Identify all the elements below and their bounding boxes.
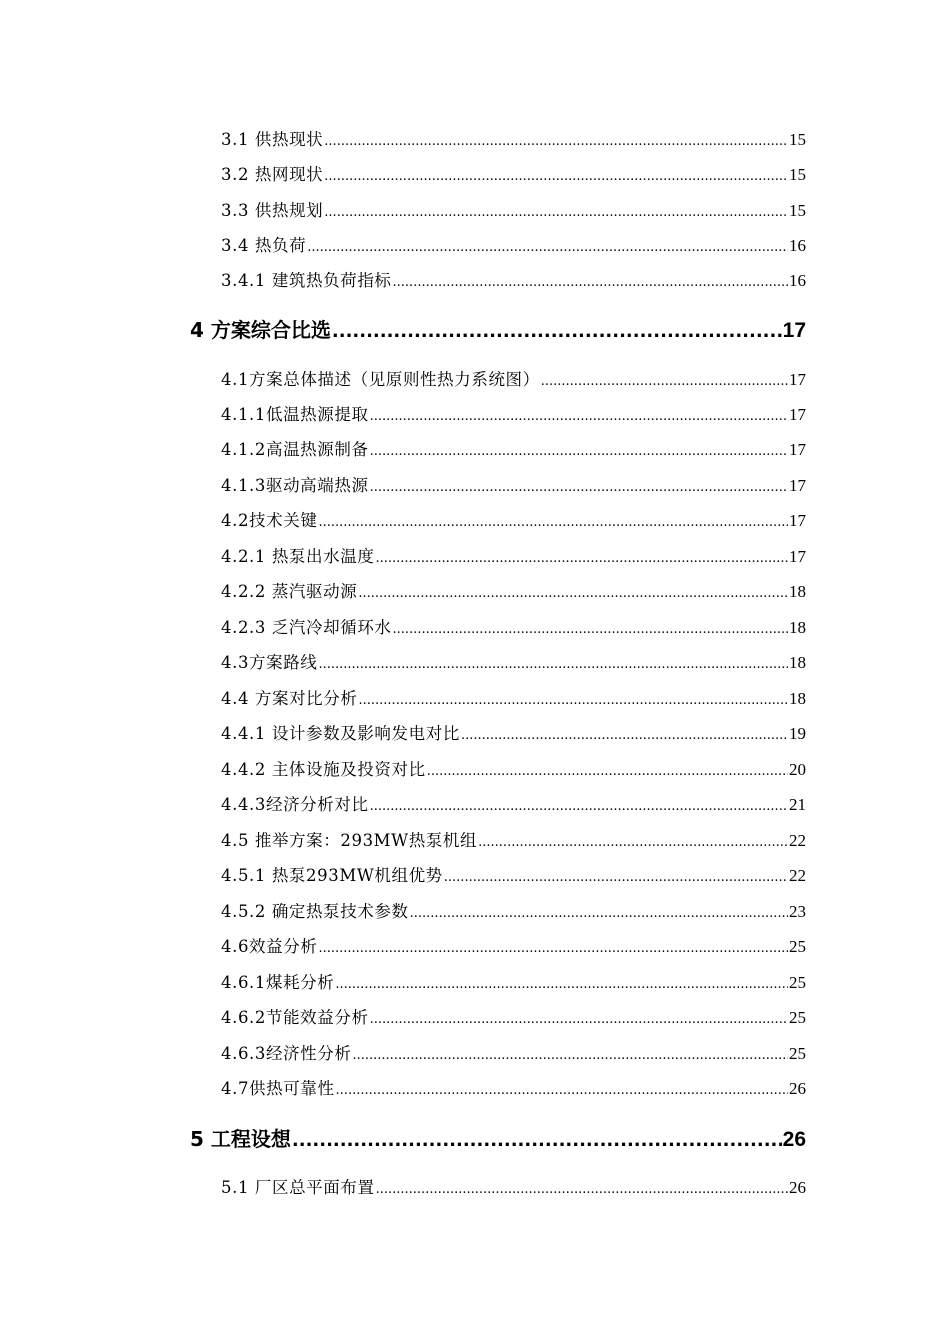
toc-entry-title: 4.2技术关键 xyxy=(221,511,318,530)
toc-page-number: 18 xyxy=(789,689,806,708)
dot-leader xyxy=(444,870,788,885)
dot-leader xyxy=(332,321,782,342)
toc-entry[interactable] xyxy=(221,969,806,993)
toc-page-number: 15 xyxy=(789,165,806,184)
toc-entry[interactable] xyxy=(221,436,806,460)
toc-entry[interactable] xyxy=(221,126,806,150)
dot-leader xyxy=(376,1182,788,1197)
toc-entry[interactable] xyxy=(221,1040,806,1064)
toc-entry[interactable] xyxy=(221,401,806,425)
toc-entry-title: 4.2.2 蒸汽驱动源 xyxy=(221,582,358,601)
toc-page-number: 16 xyxy=(789,271,806,290)
dot-leader xyxy=(307,240,788,255)
toc-chapter-entry[interactable] xyxy=(190,314,806,343)
toc-page-number: 19 xyxy=(789,724,806,743)
toc-entry[interactable] xyxy=(221,898,806,922)
dot-leader xyxy=(352,1048,788,1063)
toc-entry[interactable] xyxy=(221,507,806,531)
toc-entry-title: 4.2.3 乏汽冷却循环水 xyxy=(221,618,392,637)
toc-entry-title: 4.6.1煤耗分析 xyxy=(221,973,335,992)
toc-page-number: 16 xyxy=(789,236,806,255)
toc-page-number: 17 xyxy=(789,476,806,495)
toc-chapter-title: 4 方案综合比选 xyxy=(190,318,331,342)
dot-leader xyxy=(318,941,788,956)
toc-entry-title: 4.4 方案对比分析 xyxy=(221,689,358,708)
dot-leader xyxy=(393,275,788,290)
toc-entry[interactable] xyxy=(221,720,806,744)
toc-entry-title: 4.6.2节能效益分析 xyxy=(221,1008,369,1027)
toc-entry-title: 4.4.2 主体设施及投资对比 xyxy=(221,760,426,779)
toc-entry-title: 4.7供热可靠性 xyxy=(221,1079,335,1098)
toc-entry[interactable] xyxy=(221,614,806,638)
dot-leader xyxy=(370,444,788,459)
toc-page-number: 17 xyxy=(789,440,806,459)
toc-entry[interactable] xyxy=(221,161,806,185)
toc-entry[interactable] xyxy=(221,756,806,780)
toc-page-number: 17 xyxy=(789,511,806,530)
dot-leader xyxy=(370,480,788,495)
toc-entry-title: 4.6.3经济性分析 xyxy=(221,1044,352,1063)
toc-entry-title: 3.1 供热现状 xyxy=(221,130,324,149)
dot-leader xyxy=(461,728,788,743)
toc-entry[interactable] xyxy=(221,366,806,390)
dot-leader xyxy=(410,906,788,921)
toc-entry-title: 4.4.3经济分析对比 xyxy=(221,795,369,814)
toc-entry-title: 4.3方案路线 xyxy=(221,653,318,672)
toc-page-number: 20 xyxy=(789,760,806,779)
dot-leader xyxy=(478,835,788,850)
dot-leader xyxy=(370,1012,788,1027)
toc-entry[interactable] xyxy=(221,827,806,851)
toc-page-number: 25 xyxy=(789,973,806,992)
toc-page-number: 26 xyxy=(782,1128,806,1151)
toc-page-number: 22 xyxy=(789,866,806,885)
toc-entry[interactable] xyxy=(221,578,806,602)
toc-entry[interactable] xyxy=(221,197,806,221)
dot-leader xyxy=(335,977,788,992)
toc-entry[interactable] xyxy=(221,1075,806,1099)
toc-entry-title: 5.1 厂区总平面布置 xyxy=(221,1178,375,1197)
toc-entry-title: 3.4.1 建筑热负荷指标 xyxy=(221,271,392,290)
toc-entry[interactable] xyxy=(221,472,806,496)
toc-page-number: 17 xyxy=(789,547,806,566)
toc-page-number: 23 xyxy=(789,902,806,921)
dot-leader xyxy=(324,205,788,220)
toc-entry-title: 4.1.3驱动高端热源 xyxy=(221,476,369,495)
toc-page-number: 22 xyxy=(789,831,806,850)
toc-entry[interactable] xyxy=(221,791,806,815)
toc-entry-title: 4.5.1 热泵293MW机组优势 xyxy=(221,866,443,885)
toc-entry-title: 4.5.2 确定热泵技术参数 xyxy=(221,902,409,921)
toc-entry-title: 4.6效益分析 xyxy=(221,937,318,956)
toc-entry[interactable] xyxy=(221,232,806,256)
dot-leader xyxy=(324,134,788,149)
toc-entry-title: 4.4.1 设计参数及影响发电对比 xyxy=(221,724,460,743)
toc-entry-title: 4.5 推举方案：293MW热泵机组 xyxy=(221,831,478,850)
dot-leader xyxy=(318,657,788,672)
dot-leader xyxy=(358,586,788,601)
dot-leader xyxy=(292,1130,782,1151)
dot-leader xyxy=(318,515,788,530)
dot-leader xyxy=(370,799,788,814)
toc-page-number: 17 xyxy=(789,405,806,424)
dot-leader xyxy=(370,409,788,424)
dot-leader xyxy=(336,1083,788,1098)
toc-entry-title: 4.1方案总体描述（见原则性热力系统图） xyxy=(221,370,540,389)
toc-entry[interactable] xyxy=(221,1004,806,1028)
toc-entry-title: 3.3 供热规划 xyxy=(221,201,324,220)
toc-entry-title: 4.2.1 热泵出水温度 xyxy=(221,547,375,566)
toc-page-number: 25 xyxy=(789,1044,806,1063)
toc-page-number: 17 xyxy=(782,319,806,342)
dot-leader xyxy=(541,374,788,389)
toc-chapter-entry[interactable] xyxy=(190,1123,806,1152)
toc-entry[interactable] xyxy=(221,543,806,567)
toc-page-number: 15 xyxy=(789,130,806,149)
toc-entry[interactable] xyxy=(221,649,806,673)
toc-entry-title: 3.2 热网现状 xyxy=(221,165,324,184)
dot-leader xyxy=(375,551,788,566)
dot-leader xyxy=(324,169,788,184)
toc-page-number: 15 xyxy=(789,201,806,220)
dot-leader xyxy=(393,622,788,637)
dot-leader xyxy=(427,764,788,779)
toc-entry[interactable] xyxy=(221,933,806,957)
toc-page-number: 25 xyxy=(789,1008,806,1027)
toc-entry[interactable] xyxy=(221,267,806,291)
toc-chapter-title: 5 工程设想 xyxy=(190,1127,291,1151)
toc-entry[interactable] xyxy=(221,862,806,886)
toc-page-number: 26 xyxy=(789,1178,806,1197)
toc-entry-title: 4.1.1低温热源提取 xyxy=(221,405,369,424)
toc-entry[interactable] xyxy=(221,1174,806,1198)
dot-leader xyxy=(359,693,789,708)
toc-entry-title: 4.1.2高温热源制备 xyxy=(221,440,369,459)
toc-entry[interactable] xyxy=(221,685,806,709)
toc-page-number: 25 xyxy=(789,937,806,956)
toc-page-number: 18 xyxy=(789,582,806,601)
toc-page-number: 18 xyxy=(789,618,806,637)
toc-entry-title: 3.4 热负荷 xyxy=(221,236,307,255)
toc-page-number: 26 xyxy=(789,1079,806,1098)
toc-page-number: 18 xyxy=(789,653,806,672)
toc-page-number: 21 xyxy=(789,795,806,814)
toc-page-number: 17 xyxy=(789,370,806,389)
